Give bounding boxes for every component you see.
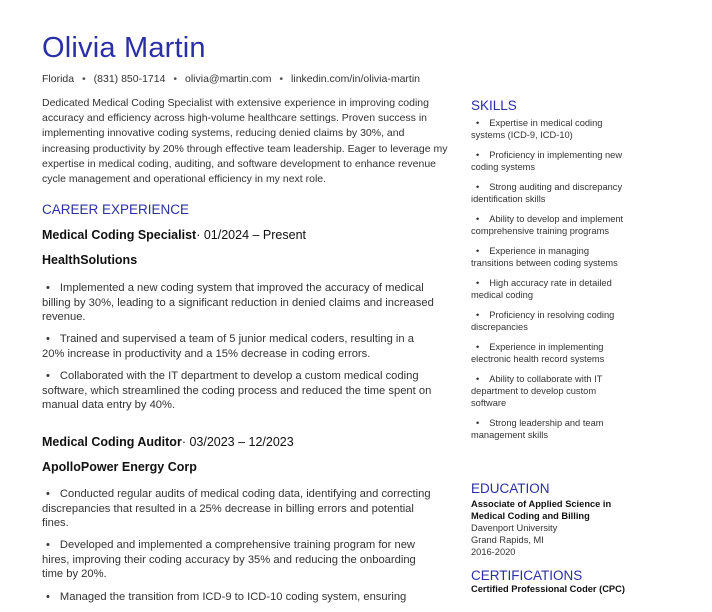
bullet-text: Collaborated with the IT department to develop a custom medical coding software, which streamlined the coding process and reduced the time spent on manual data entry by 40%. [42,369,432,412]
bullet-item [42,369,434,413]
separator-dot: • [82,73,86,85]
certification-item: Certified Professional Coder (CPC) [471,584,625,594]
bullet-dot: • [476,182,480,192]
contact-line [42,73,420,85]
company-name: ApolloPower Energy Corp [42,460,197,474]
bullet-dot: • [46,590,50,603]
school-text: Davenport University [471,523,558,533]
job-title-line [42,228,306,242]
job-bullets [42,281,434,420]
phone-text: (831) 850-1714 [93,73,166,85]
bullet-dot: • [476,118,480,128]
location-text: Florida [42,73,75,85]
job-role: Medical Coding Specialist [42,228,197,242]
company-name: HealthSolutions [42,253,138,267]
bullet-text: Trained and supervised a team of 5 junior medical coders, resulting in a 20% increase in productivity and a 15% decrease in coding errors. [42,333,414,360]
bullet-item [42,487,434,531]
job-dates: · 01/2024 – Present [196,228,306,242]
skill-item [471,373,631,409]
bullet-item [42,281,434,325]
skill-item [471,245,631,269]
bullet-dot: • [476,374,480,384]
skill-text: High accuracy rate in detailed medical coding [471,278,612,300]
certifications-heading: CERTIFICATIONS [471,568,583,583]
education-block [471,498,641,558]
degree-text: Associate of Applied Science in Medical Coding and Billing [471,499,612,521]
skill-text: Ability to develop and implement comprehensive training programs [471,214,624,236]
resume-name: Olivia Martin [42,32,206,64]
skills-list [471,117,631,449]
skill-item [471,181,631,205]
bullet-dot: • [476,278,480,288]
bullet-text: Implemented a new coding system that improved the accuracy of medical billing by 30%, leading to a significant reduction in denied claims and increased revenue. [42,282,434,324]
skill-text: Expertise in medical coding systems (ICD-9, ICD-10) [471,118,603,140]
separator-dot: • [173,73,178,85]
education-dates: 2016-2020 [471,547,516,557]
skill-item [471,213,631,237]
separator-dot: • [279,73,284,85]
bullet-text: Managed the transition from ICD-9 to ICD-10 coding system, ensuring [59,590,407,603]
job-dates: · 03/2023 – 12/2023 [181,435,294,449]
bullet-dot: • [476,214,480,224]
skills-heading: SKILLS [471,98,517,113]
school-location: Grand Rapids, MI [471,535,544,545]
skill-item [471,341,631,365]
education-heading: EDUCATION [471,481,550,496]
skill-item [471,149,631,173]
bullet-dot: • [46,369,50,382]
skill-text: Ability to collaborate with IT department to develop custom software [471,374,603,408]
linkedin-link[interactable]: linkedin.com/in/olivia-martin [291,73,420,85]
bullet-dot: • [46,488,50,500]
job-title-line [42,435,294,449]
skill-text: Proficiency in implementing new coding systems [471,150,623,172]
skill-item [471,277,631,301]
skill-text: Proficiency in resolving coding discrepancies [471,310,615,332]
skill-text: Experience in implementing electronic health record systems [471,342,605,364]
bullet-item [42,332,434,361]
career-experience-heading: CAREER EXPERIENCE [42,202,190,217]
bullet-dot: • [46,282,50,294]
bullet-item [42,590,434,605]
email-link[interactable]: olivia@martin.com [184,73,272,85]
skill-text: Strong auditing and discrepancy identification skills [471,182,623,204]
job-role: Medical Coding Auditor [42,435,182,449]
bullet-dot: • [476,246,480,256]
bullet-dot: • [476,150,480,160]
bullet-dot: • [476,342,480,352]
bullet-item [42,538,434,582]
bullet-dot: • [46,539,50,552]
skill-item [471,309,631,333]
bullet-dot: • [46,333,50,346]
bullet-text: Developed and implemented a comprehensive training program for new hires, improving their coding accuracy by 35% and reducing the onboarding time by 20%. [42,539,416,581]
job-bullets [42,487,434,612]
skill-text: Experience in managing transitions between coding systems [471,246,618,268]
skill-item [471,117,631,141]
skill-text: Strong leadership and team management skills [471,418,604,440]
bullet-text: Conducted regular audits of medical coding data, identifying and correcting discrepancies that resulted in a 25% decrease in billing errors and potential fines. [42,488,431,530]
bullet-dot: • [476,418,480,428]
skill-item [471,417,631,441]
bullet-dot: • [476,310,480,320]
summary-paragraph: Dedicated Medical Coding Specialist with extensive experience in improving coding accuracy and efficiency across high-volume healthcare settings. Proven success in implementing innovative coding systems, reducing denied claims by 30%, and increasing productivity by 20% through effective team leadership. Eager to leverage my expertise in medical coding, auditing, and software development to enhance revenue cycle management and operational efficiency in my next role. [42,97,448,186]
